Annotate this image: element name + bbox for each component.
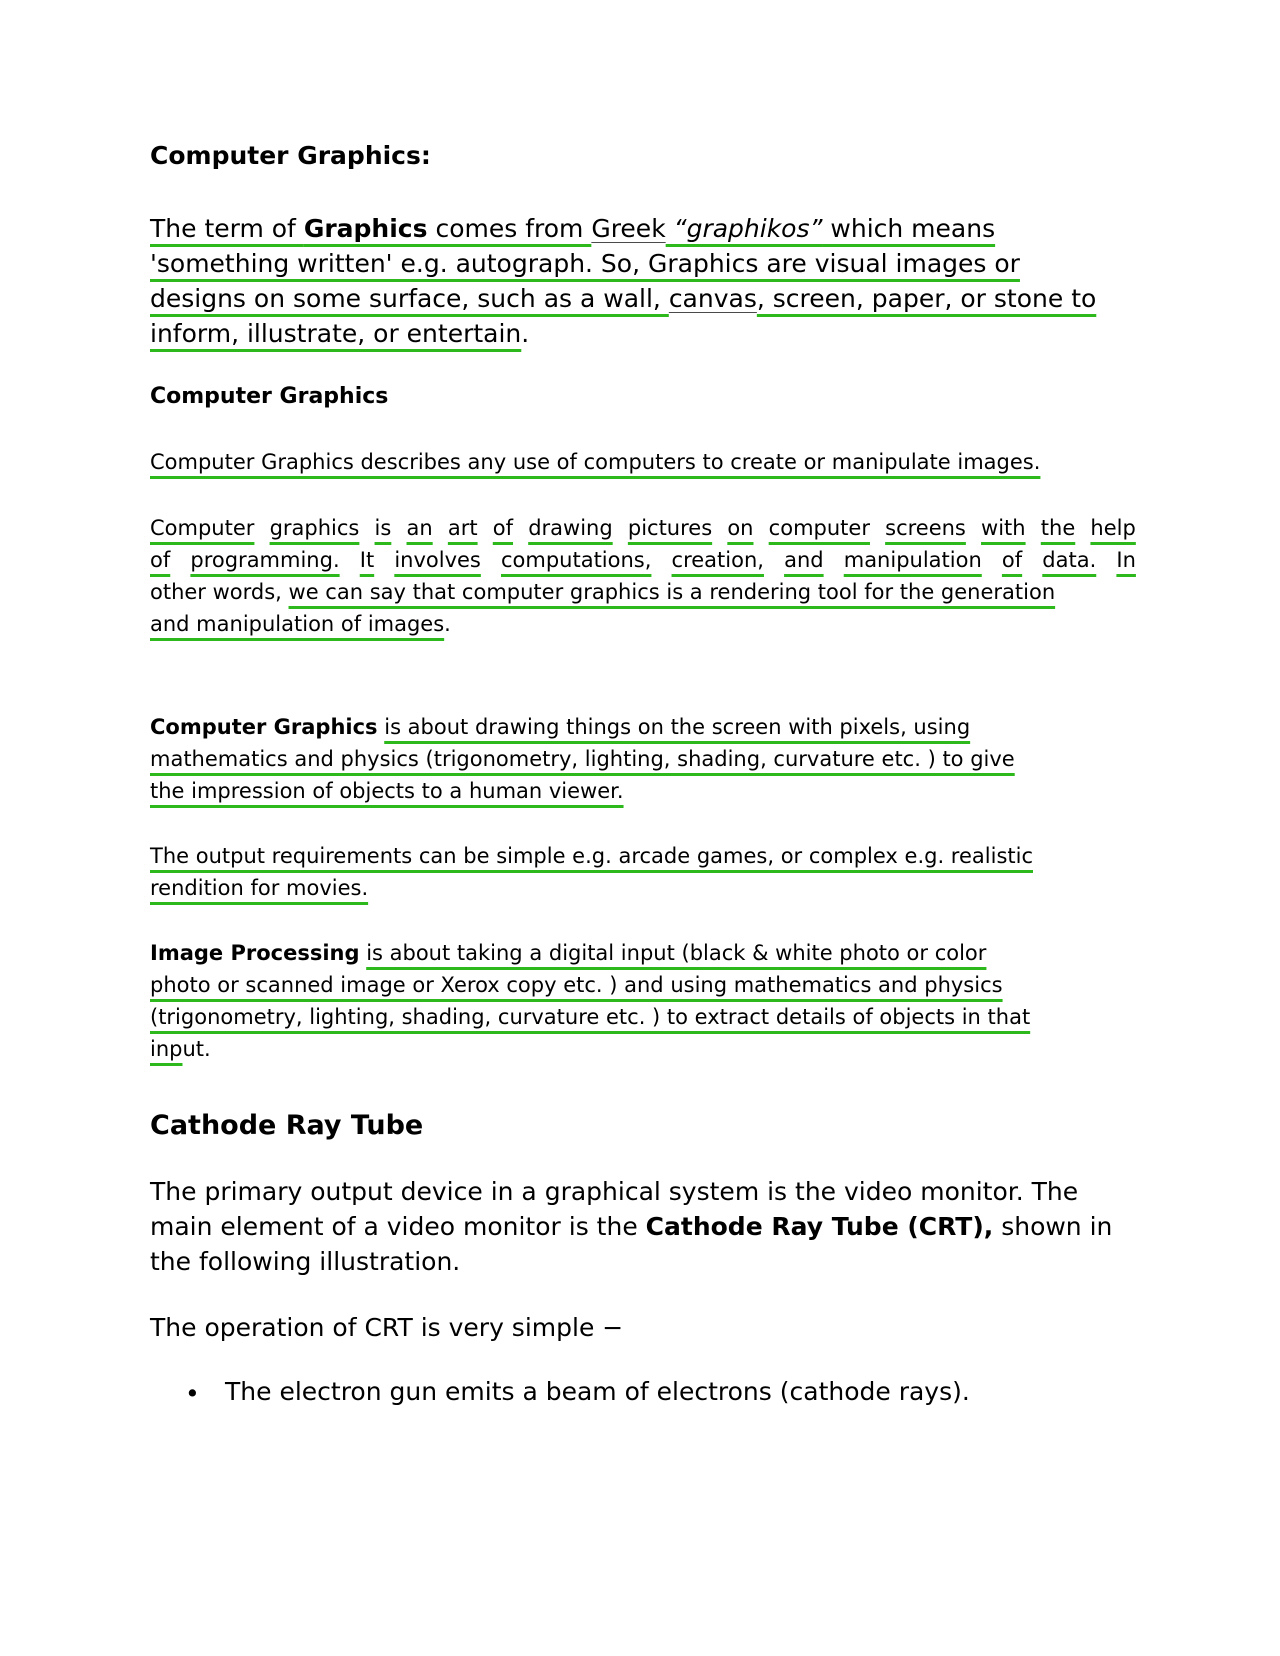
word: involves: [394, 548, 481, 572]
word: of: [1001, 548, 1023, 572]
word: is: [374, 516, 392, 540]
text-run-bold: Graphics: [303, 214, 428, 243]
text-run: main element of a video monitor is the: [150, 1212, 646, 1241]
text-run: designs on some surface, such as a wall,: [150, 284, 669, 313]
text-run: canvas: [668, 284, 757, 313]
text-run: other words,: [150, 580, 289, 604]
text-run-italic: “graphikos”: [665, 214, 823, 243]
word: graphics: [269, 516, 360, 540]
definition-paragraph: [150, 446, 1136, 478]
word: It: [359, 548, 375, 572]
intro-paragraph: [150, 211, 1136, 351]
text-run: rendition for movies.: [150, 876, 369, 900]
text-run-bold: Computer Graphics: [150, 715, 378, 739]
word: creation,: [671, 548, 764, 572]
crt-paragraph: [150, 1174, 1136, 1279]
text-run: is about taking a digital input (black & white photo or color: [366, 941, 987, 965]
word: on: [727, 516, 754, 540]
bullet-marker: •: [185, 1379, 200, 1408]
word: the: [1040, 516, 1076, 540]
text-run: which means: [822, 214, 996, 243]
word: computer: [768, 516, 870, 540]
word: manipulation: [843, 548, 982, 572]
art-paragraph: [150, 512, 1136, 640]
word: computations,: [500, 548, 652, 572]
text-run: The output requirements can be simple e.g. arcade games, or complex e.g. realistic: [150, 844, 1033, 868]
text-run: The term of: [150, 214, 304, 243]
word: and: [784, 548, 824, 572]
text-line: The primary output device in a graphical system is the video monitor. The: [150, 1177, 1079, 1206]
text-run: Computer Graphics describes any use of computers to create or manipulate images.: [150, 450, 1041, 474]
word: help: [1090, 516, 1136, 540]
section-subheading: Computer Graphics: [150, 384, 389, 409]
text-run: Greek: [591, 214, 666, 243]
justified-line: [150, 512, 1136, 544]
word: with: [981, 516, 1026, 540]
text-run: ut.: [182, 1037, 211, 1061]
page-title: Computer Graphics:: [150, 141, 431, 170]
text-run: .: [521, 319, 530, 348]
justified-line: [150, 544, 1136, 576]
text-run: , screen, paper, or stone to: [756, 284, 1097, 313]
text-run-bold: Image Processing: [150, 941, 360, 965]
text-run: the impression of objects to a human viewer.: [150, 779, 624, 803]
text-run: mathematics and physics (trigonometry, lighting, shading, curvature etc. ) to give: [150, 747, 1015, 771]
word: drawing: [528, 516, 613, 540]
word: pictures: [627, 516, 713, 540]
text-run: photo or scanned image or Xerox copy etc. ) and using mathematics and physics: [150, 973, 1003, 997]
text-run: is about drawing things on the screen with pixels, using: [384, 715, 971, 739]
text-line: the following illustration.: [150, 1247, 461, 1276]
text-run: inp: [150, 1037, 183, 1061]
text-run: inform, illustrate, or entertain: [150, 319, 522, 348]
image-processing-paragraph: [150, 937, 1136, 1065]
word: Computer: [150, 516, 255, 540]
bullet-item: The electron gun emits a beam of electrons (cathode rays).: [225, 1377, 970, 1406]
word: screens: [885, 516, 966, 540]
text-run: and manipulation of images: [150, 612, 445, 636]
operation-paragraph: The operation of CRT is very simple −: [150, 1313, 624, 1342]
word: In: [1116, 548, 1136, 572]
word: of: [492, 516, 514, 540]
text-run: we can say that computer graphics is a rendering tool for the generation: [288, 580, 1056, 604]
word: programming.: [190, 548, 340, 572]
text-run: .: [444, 612, 451, 636]
text-run: 'something written' e.g. autograph.: [150, 249, 593, 278]
section-heading-crt: Cathode Ray Tube: [150, 1110, 424, 1141]
output-paragraph: [150, 840, 1136, 904]
text-run: shown in: [993, 1212, 1113, 1241]
word: of: [150, 548, 171, 572]
text-run: comes from: [427, 214, 592, 243]
text-run: (trigonometry, lighting, shading, curvature etc. ) to extract details of objects in that: [150, 1005, 1031, 1029]
word: an: [406, 516, 433, 540]
text-run-bold: Cathode Ray Tube (CRT),: [645, 1212, 994, 1241]
word: data.: [1042, 548, 1097, 572]
word: art: [447, 516, 478, 540]
graphics-paragraph: [150, 711, 1136, 807]
text-run: So, Graphics are visual images or: [592, 249, 1020, 278]
